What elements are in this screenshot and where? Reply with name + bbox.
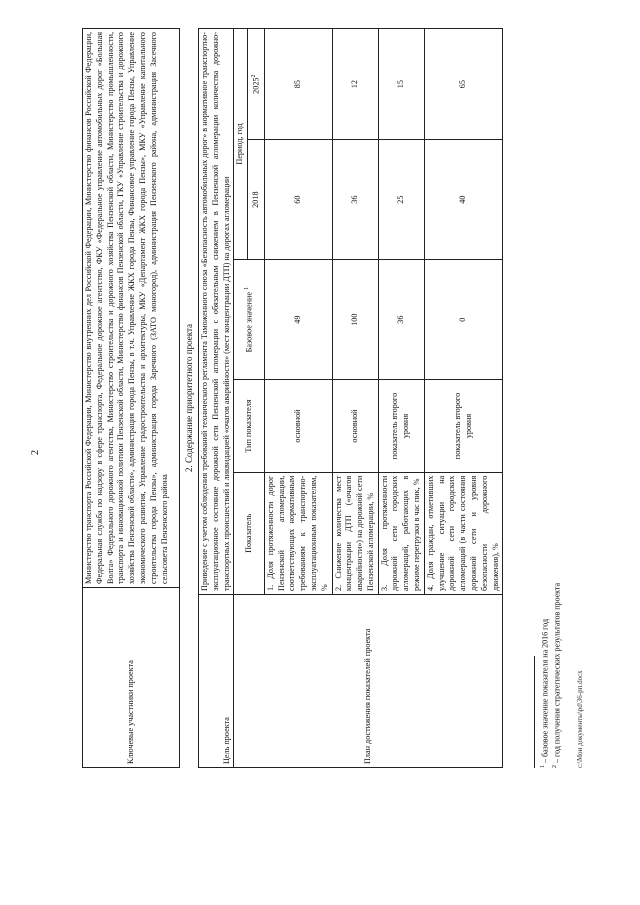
row-indicator: 2. Снижение количества мест концентрации ДТП («очагов аварийности») на дорожной сети Пензенской агломерации, % — [332, 472, 378, 594]
header-base-text: Базовое значение — [245, 291, 255, 353]
participants-label: Ключевые участники проекта — [83, 588, 180, 768]
row-indicator: 4. Доля граждан, отметивших улучшение ситуации на дорожной сети городских агломераций (в части состояния дорожной сети и уровня безопасности дорожного движения), % — [424, 472, 503, 594]
content-table — [198, 28, 503, 768]
header-year-2025-sup: 2 — [251, 74, 258, 78]
footnote-1 — [540, 619, 550, 768]
header-year-2025 — [248, 29, 265, 140]
row-base: 49 — [264, 259, 332, 379]
row-base: 0 — [424, 259, 503, 379]
footnote-2 — [552, 583, 562, 768]
row-2025: 85 — [264, 29, 332, 140]
header-year-2018: 2018 — [248, 140, 265, 260]
header-base-sup: 1 — [244, 286, 251, 290]
header-period: Период, год — [234, 29, 248, 260]
footnote-2-text: – год получения стратегических результатов проекта — [552, 582, 562, 765]
row-2025: 15 — [378, 29, 424, 140]
row-indicator: 1. Доля протяженности дорог Пензенской агломерации, соответствующих нормативным требованиям к транспортно-эксплуатационным показателям, % — [264, 472, 332, 594]
row-type: показатель второго уровня — [424, 380, 503, 472]
footnote-rule — [534, 656, 535, 768]
row-2018: 25 — [378, 140, 424, 260]
header-year-2025-text: 2025 — [251, 77, 261, 94]
row-type: показатель второго уровня — [378, 380, 424, 472]
goal-text: Приведение с учетом соблюдения требований технического регламента Таможенного союза «Безопасность автомобильных дорог» в нормативное транспортно-эксплуатационное состояние дорожной сети Пензенской агломерации с обязательным снижением в Пензенской агломерации количества дорожно-транспортных происшествий и ликвидацией «очагов аварийности» (мест концентрации ДТП) на дорогах агломерации — [199, 29, 234, 595]
header-indicator: Показатель — [234, 472, 264, 594]
footnote-1-text: – базовое значение показателя на 2016 год — [540, 618, 550, 765]
header-type: Тип показателя — [234, 380, 264, 472]
section-title: 2. Содержание приоритетного проекта — [184, 324, 194, 472]
row-2018: 60 — [264, 140, 332, 260]
header-base — [234, 259, 264, 379]
participants-table — [82, 28, 180, 768]
footnote-2-mark: 2 — [552, 765, 558, 768]
page-number: 2 — [30, 450, 41, 455]
footnote-1-mark: 1 — [540, 765, 546, 768]
row-type: основной — [264, 380, 332, 472]
plan-label: План достижения показателей проекта — [234, 594, 503, 767]
goal-label: Цель проекта — [199, 594, 234, 767]
row-2025: 65 — [424, 29, 503, 140]
row-base: 36 — [378, 259, 424, 379]
participants-text: Министерство транспорта Российской Федерации, Министерство внутренних дел Российской Федерации, Министерство финансов Российской Федерации, Федеральная служба по надзору в сфере транспорта, Федеральное дорожное агентство, ФКУ «Федеральное управление автомобильных дорог «Большая Волга» Федерального дорожного агентства, Министерство строительства и дорожного хозяйства Пензенской области, Министерство промышленности, транспорта и инновационной политики Пензенской области, Министерство финансов Пензенской области, ГКУ «Управление строительства и дорожного хозяйства Пензенской области», администрация города Пензы, в т.ч. Управление ЖКХ города Пензы, Финансовое управление города Пензы, Управление экономического развития, Управление градостроительства и архитектуры, МКУ «Департамент ЖКХ города Пензы», МКУ «Управление капитального строительства города Пензы», администрация города Заречного (ЗАТО моногород), администрация Пензенского района, администрация Засечного сельсовета Пензенского района — [83, 29, 180, 588]
row-base: 100 — [332, 259, 378, 379]
row-2025: 12 — [332, 29, 378, 140]
row-type: основной — [332, 380, 378, 472]
row-indicator: 3. Доля протяженности дорожной сети городских агломераций, работающих в режиме перегрузки в час пик, % — [378, 472, 424, 594]
row-2018: 36 — [332, 140, 378, 260]
file-path: c:\Мои документы\pd\36-рп.docx — [576, 670, 584, 768]
row-2018: 40 — [424, 140, 503, 260]
